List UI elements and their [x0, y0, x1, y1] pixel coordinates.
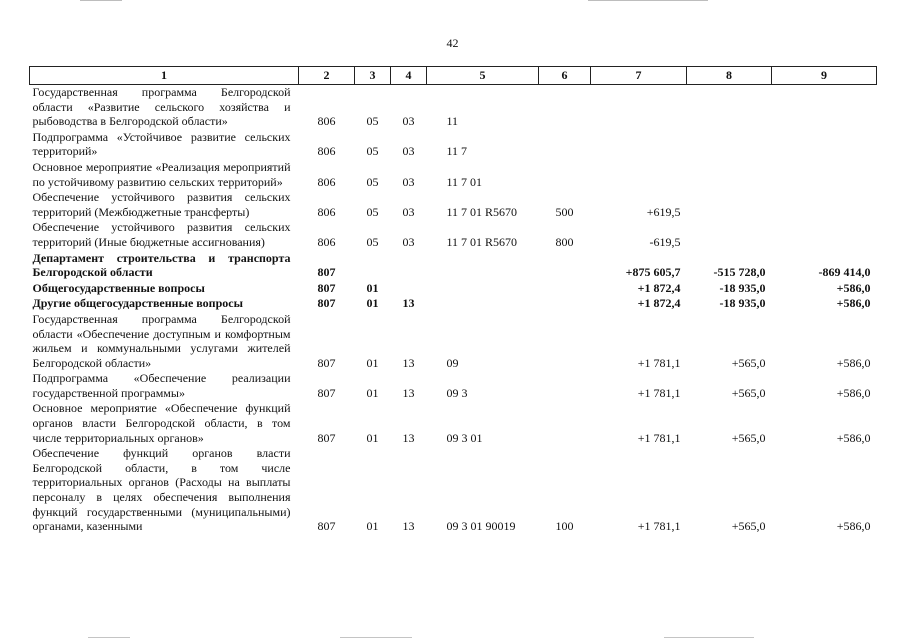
row-expense-type — [539, 251, 591, 281]
row-subsection-code: 13 — [402, 519, 415, 534]
table-row — [30, 281, 877, 297]
row-subsection-code: 13 — [402, 355, 415, 370]
row-name: Обеспечение функций органов власти Белгородской области, в том числе территориальных органов (Расходы на выплаты персоналу в целях обеспечения выполнения функций государственными (муниципальными) органами, казенными — [32, 446, 291, 534]
table-row — [30, 190, 877, 220]
row-subsection-code: 03 — [402, 114, 415, 129]
top-scan-edge — [588, 0, 708, 1]
row-ministry-code: 807 — [317, 265, 336, 280]
row-subsection-code: 03 — [402, 174, 415, 189]
row-amount-col7: +1 872,4 — [637, 280, 681, 295]
table-body — [30, 85, 877, 535]
row-name: Государственная программа Белгородской области «Обеспечение доступным и комфортным жильем и коммунальными услугами жителей Белгородской области» — [32, 311, 291, 370]
row-amount-col8: -18 935,0 — [719, 280, 766, 295]
row-section-code: 01 — [366, 385, 379, 400]
table-row — [30, 296, 877, 312]
row-expense-type — [539, 401, 591, 446]
row-amount-col9: +586,0 — [836, 430, 871, 445]
row-subsection-code — [391, 281, 427, 297]
row-amount-col9: +586,0 — [836, 519, 871, 534]
row-amount-col8 — [687, 190, 772, 220]
bottom-scan-edge — [664, 637, 754, 638]
row-ministry-code: 806 — [317, 114, 336, 129]
row-amount-col7 — [591, 160, 687, 190]
row-name: Обеспечение устойчивого развития сельских территорий (Иные бюджетные ассигнования) — [32, 220, 291, 249]
row-ministry-code: 807 — [317, 430, 336, 445]
row-ministry-code: 807 — [317, 355, 336, 370]
row-ministry-code: 806 — [317, 234, 336, 249]
row-amount-col9 — [772, 85, 877, 130]
row-amount-col8: -18 935,0 — [719, 296, 766, 311]
row-amount-col7: +1 872,4 — [637, 296, 681, 311]
page-number: 42 — [446, 36, 459, 50]
table-row — [30, 371, 877, 401]
row-amount-col7 — [591, 130, 687, 160]
row-section-code: 05 — [366, 114, 379, 129]
row-amount-col7: +1 781,1 — [637, 430, 681, 445]
row-amount-col7: +619,5 — [646, 204, 681, 219]
row-amount-col9: +586,0 — [836, 355, 871, 370]
row-ministry-code: 807 — [317, 385, 336, 400]
row-section-code: 05 — [366, 204, 379, 219]
row-amount-col8 — [687, 160, 772, 190]
row-target-article — [427, 251, 539, 281]
row-expense-type — [539, 130, 591, 160]
row-target-article: 09 3 01 90019 — [446, 519, 516, 534]
row-amount-col8: +565,0 — [731, 385, 766, 400]
row-amount-col9 — [772, 220, 877, 250]
row-amount-col9: +586,0 — [836, 280, 871, 295]
row-amount-col9: -869 414,0 — [818, 265, 871, 280]
row-target-article: 11 7 — [446, 144, 468, 159]
row-amount-col7: +1 781,1 — [637, 519, 681, 534]
table-row — [30, 85, 877, 130]
table-row — [30, 220, 877, 250]
row-amount-col8 — [687, 220, 772, 250]
row-target-article: 11 7 01 — [446, 174, 483, 189]
row-amount-col9 — [772, 130, 877, 160]
row-target-article: 11 — [446, 114, 459, 129]
row-ministry-code: 807 — [317, 296, 336, 311]
row-subsection-code: 13 — [402, 430, 415, 445]
row-name: Общегосударственные вопросы — [32, 280, 205, 295]
header-cell: 4 — [391, 67, 427, 85]
row-amount-col8: +565,0 — [731, 519, 766, 534]
row-subsection-code: 03 — [402, 234, 415, 249]
row-amount-col7 — [591, 85, 687, 130]
row-section-code: 05 — [366, 234, 379, 249]
header-cell: 9 — [772, 67, 877, 85]
row-expense-type — [539, 85, 591, 130]
row-amount-col9 — [772, 160, 877, 190]
row-expense-type — [539, 371, 591, 401]
row-amount-col8: -515 728,0 — [713, 265, 766, 280]
table-row — [30, 251, 877, 281]
row-amount-col9: +586,0 — [836, 296, 871, 311]
row-name: Обеспечение устойчивого развития сельских территорий (Межбюджетные трансферты) — [32, 190, 291, 219]
row-expense-type: 500 — [555, 204, 574, 219]
bottom-scan-edge — [88, 637, 130, 638]
top-scan-edge — [80, 0, 122, 1]
row-section-code: 01 — [366, 519, 379, 534]
row-amount-col8 — [687, 85, 772, 130]
table-row — [30, 130, 877, 160]
row-target-article — [427, 281, 539, 297]
row-expense-type — [539, 312, 591, 371]
table-row — [30, 312, 877, 371]
row-amount-col7: +1 781,1 — [637, 355, 681, 370]
header-cell: 5 — [427, 67, 539, 85]
row-target-article: 09 — [446, 355, 459, 370]
row-name: Подпрограмма «Устойчивое развитие сельских территорий» — [32, 129, 291, 159]
row-name: Департамент строительства и транспорта Белгородской области — [32, 250, 291, 280]
row-ministry-code: 807 — [317, 519, 336, 534]
header-cell: 1 — [30, 67, 299, 85]
header-cell: 6 — [539, 67, 591, 85]
header-cell: 3 — [355, 67, 391, 85]
table-row — [30, 446, 877, 535]
table-row — [30, 160, 877, 190]
row-target-article: 11 7 01 R5670 — [446, 234, 518, 249]
header-cell: 7 — [591, 67, 687, 85]
row-ministry-code: 807 — [317, 280, 336, 295]
row-amount-col7: -619,5 — [649, 234, 681, 249]
row-target-article: 09 3 — [446, 385, 468, 400]
row-section-code: 01 — [366, 430, 379, 445]
header-cell: 2 — [299, 67, 355, 85]
header-row — [30, 67, 877, 85]
row-amount-col7: +1 781,1 — [637, 385, 681, 400]
row-expense-type: 100 — [555, 519, 574, 534]
header-cell: 8 — [687, 67, 772, 85]
row-amount-col8: +565,0 — [731, 355, 766, 370]
row-target-article: 11 7 01 R5670 — [446, 204, 518, 219]
row-name: Государственная программа Белгородской области «Развитие сельского хозяйства и рыбоводства в Белгородской области» — [32, 85, 291, 129]
row-name: Другие общегосударственные вопросы — [32, 296, 243, 311]
row-section-code: 05 — [366, 174, 379, 189]
table-row — [30, 401, 877, 446]
row-expense-type — [539, 160, 591, 190]
bottom-scan-edge — [340, 637, 412, 638]
row-name: Основное мероприятие «Обеспечение функций органов власти Белгородской области, в том числе территориальных органов» — [32, 401, 291, 445]
row-amount-col8 — [687, 130, 772, 160]
row-amount-col8: +565,0 — [731, 430, 766, 445]
row-ministry-code: 806 — [317, 204, 336, 219]
row-amount-col9: +586,0 — [836, 385, 871, 400]
row-name: Основное мероприятие «Реализация мероприятий по устойчивому развитию сельских территорий» — [32, 159, 291, 189]
row-name: Подпрограмма «Обеспечение реализации государственной программы» — [32, 371, 291, 400]
row-subsection-code: 13 — [402, 296, 415, 311]
row-section-code: 01 — [366, 280, 379, 295]
row-section-code: 01 — [366, 296, 379, 311]
row-subsection-code: 13 — [402, 385, 415, 400]
row-subsection-code — [391, 251, 427, 281]
row-section-code: 01 — [366, 355, 379, 370]
row-expense-type — [539, 281, 591, 297]
row-amount-col7: +875 605,7 — [625, 265, 681, 280]
row-ministry-code: 806 — [317, 144, 336, 159]
row-amount-col9 — [772, 190, 877, 220]
row-subsection-code: 03 — [402, 204, 415, 219]
row-section-code — [355, 251, 391, 281]
row-subsection-code: 03 — [402, 144, 415, 159]
row-section-code: 05 — [366, 144, 379, 159]
row-target-article — [427, 296, 539, 312]
budget-table — [29, 66, 877, 535]
row-target-article: 09 3 01 — [446, 430, 483, 445]
row-expense-type — [539, 296, 591, 312]
row-ministry-code: 806 — [317, 174, 336, 189]
row-expense-type: 800 — [555, 234, 574, 249]
